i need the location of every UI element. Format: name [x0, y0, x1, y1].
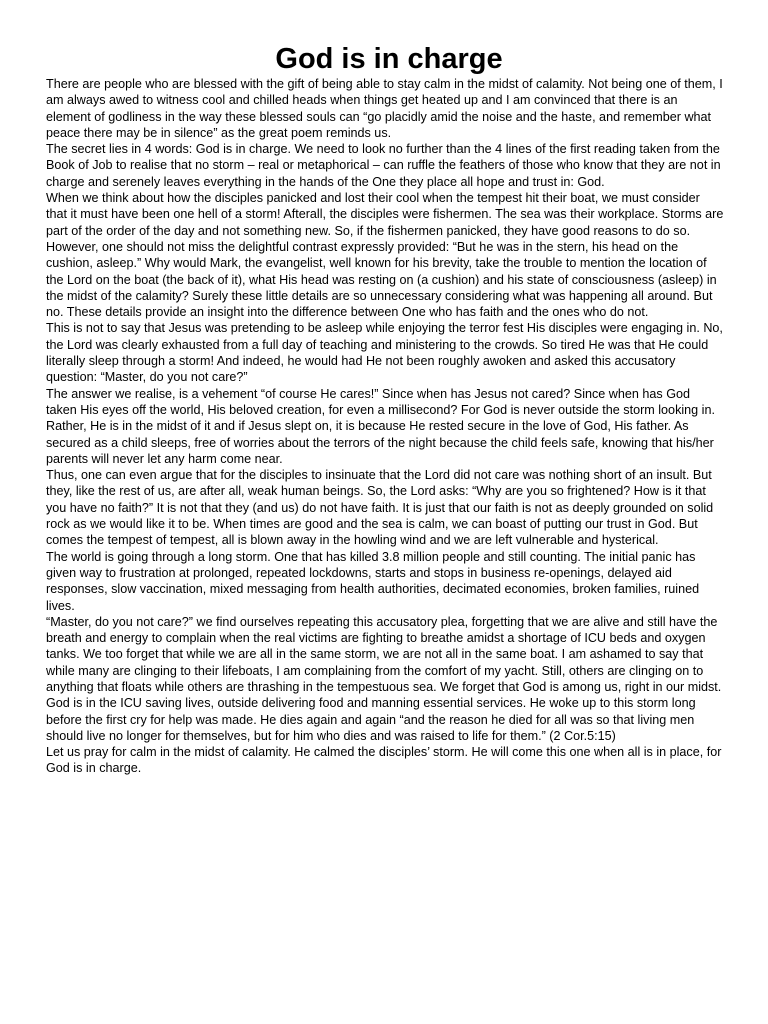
document-body [46, 76, 724, 777]
paragraph: “Master, do you not care?” we find ourselves repeating this accusatory plea, forgetting that we are alive and still have the breath and energy to complain when the real victims are fighting to breathe amidst a shortage of ICU beds and oxygen tanks. We too forget that while we are all in the same storm, we are not all in the same boat. I am ashamed to say that while many are clinging to their lifeboats, I am complaining from the comfort of my yacht. Still, others are clinging on to anything that floats while others are thrashing in the tempestuous sea. We forget that God is among us, right in our midst. God is in the ICU saving lives, outside delivering food and manning essential services. He woke up to this storm long before the first cry for help was made. He dies again and again “and the reason he died for all was so that living men should live no longer for themselves, but for him who dies and was raised to life for them.” (2 Cor.5:15) [46, 614, 722, 743]
paragraph: Thus, one can even argue that for the disciples to insinuate that the Lord did not care was nothing short of an insult. But they, like the rest of us, are after all, weak human beings. So, the Lord asks: “Why are you so frightened? How is it that you have no faith?” It is not that they (and us) do not have faith. It is just that our faith is not as deeply grounded on solid rock as we would like it to be. When times are good and the sea is calm, we can boast of putting our trust in God. But comes the tempest of tempest, all is blown away in the howling wind and we are left vulnerable and hysterical. [46, 468, 714, 548]
document-title: God is in charge [275, 43, 503, 75]
paragraph: When we think about how the disciples panicked and lost their cool when the tempest hit their boat, we must consider that it must have been one hell of a storm! Afterall, the disciples were fishermen. The sea was their workplace. Storms are part of the order of the day and not something new. So, if the fishermen panicked, they have good reasons to do so. However, one should not miss the delightful contrast expressly provided: “But he was in the stern, his head on the cushion, asleep.” Why would Mark, the evangelist, well known for his brevity, take the trouble to mention the location of the Lord on the boat (the back of it), what His head was resting on (a cushion) and his state of consciousness (asleep) in the midst of the calamity? Surely these little details are so unnecessary considering what was happening all around. But no. These details provide an insight into the difference between One who has faith and the ones who do not. [46, 191, 724, 320]
paragraph: Let us pray for calm in the midst of calamity. He calmed the disciples’ storm. He will come this one when all is in place, for God is in charge. [46, 745, 722, 776]
paragraph: The secret lies in 4 words: God is in charge. We need to look no further than the 4 lines of the first reading taken from the Book of Job to realise that no storm – real or metaphorical – can ruffle the feathers of those who know that they are not in charge and serenely leaves everything in the hands of the One they place all hope and trust in: God. [46, 142, 721, 189]
document-page [46, 42, 724, 777]
paragraph: There are people who are blessed with the gift of being able to stay calm in the midst of calamity. Not being one of them, I am always awed to witness cool and chilled heads when things get heated up and I am convinced that there is an element of godliness in the way these blessed souls can “go placidly amid the noise and the haste, and remember what peace there may be in silence” as the great poem reminds us. [46, 77, 723, 140]
paragraph: This is not to say that Jesus was pretending to be asleep while enjoying the terror fest His disciples were engaging in. No, the Lord was clearly exhausted from a full day of teaching and ministering to the crowds. So tired He was that He could literally sleep through a storm! And indeed, he would had He not been roughly awoken and asked this accusatory question: “Master, do you not care?” [46, 321, 723, 385]
paragraph: The answer we realise, is a vehement “of course He cares!” Since when has Jesus not cared? Since when has God taken His eyes off the world, His beloved creation, for even a millisecond? For God is never outside the storm looking in. Rather, He is in the midst of it and if Jesus slept on, it is because He rested secure in the love of God, His father. As secured as a child sleeps, free of worries about the terrors of the night because the child feels safe, knowing that his/her parents will never let any harm come near. [46, 386, 715, 466]
paragraph: The world is going through a long storm. One that has killed 3.8 million people and still counting. The initial panic has given way to frustration at prolonged, repeated lockdowns, starts and stops in business re-openings, delayed aid responses, slow vaccination, mixed messaging from health authorities, decimated economies, broken families, ruined lives. [46, 549, 700, 613]
